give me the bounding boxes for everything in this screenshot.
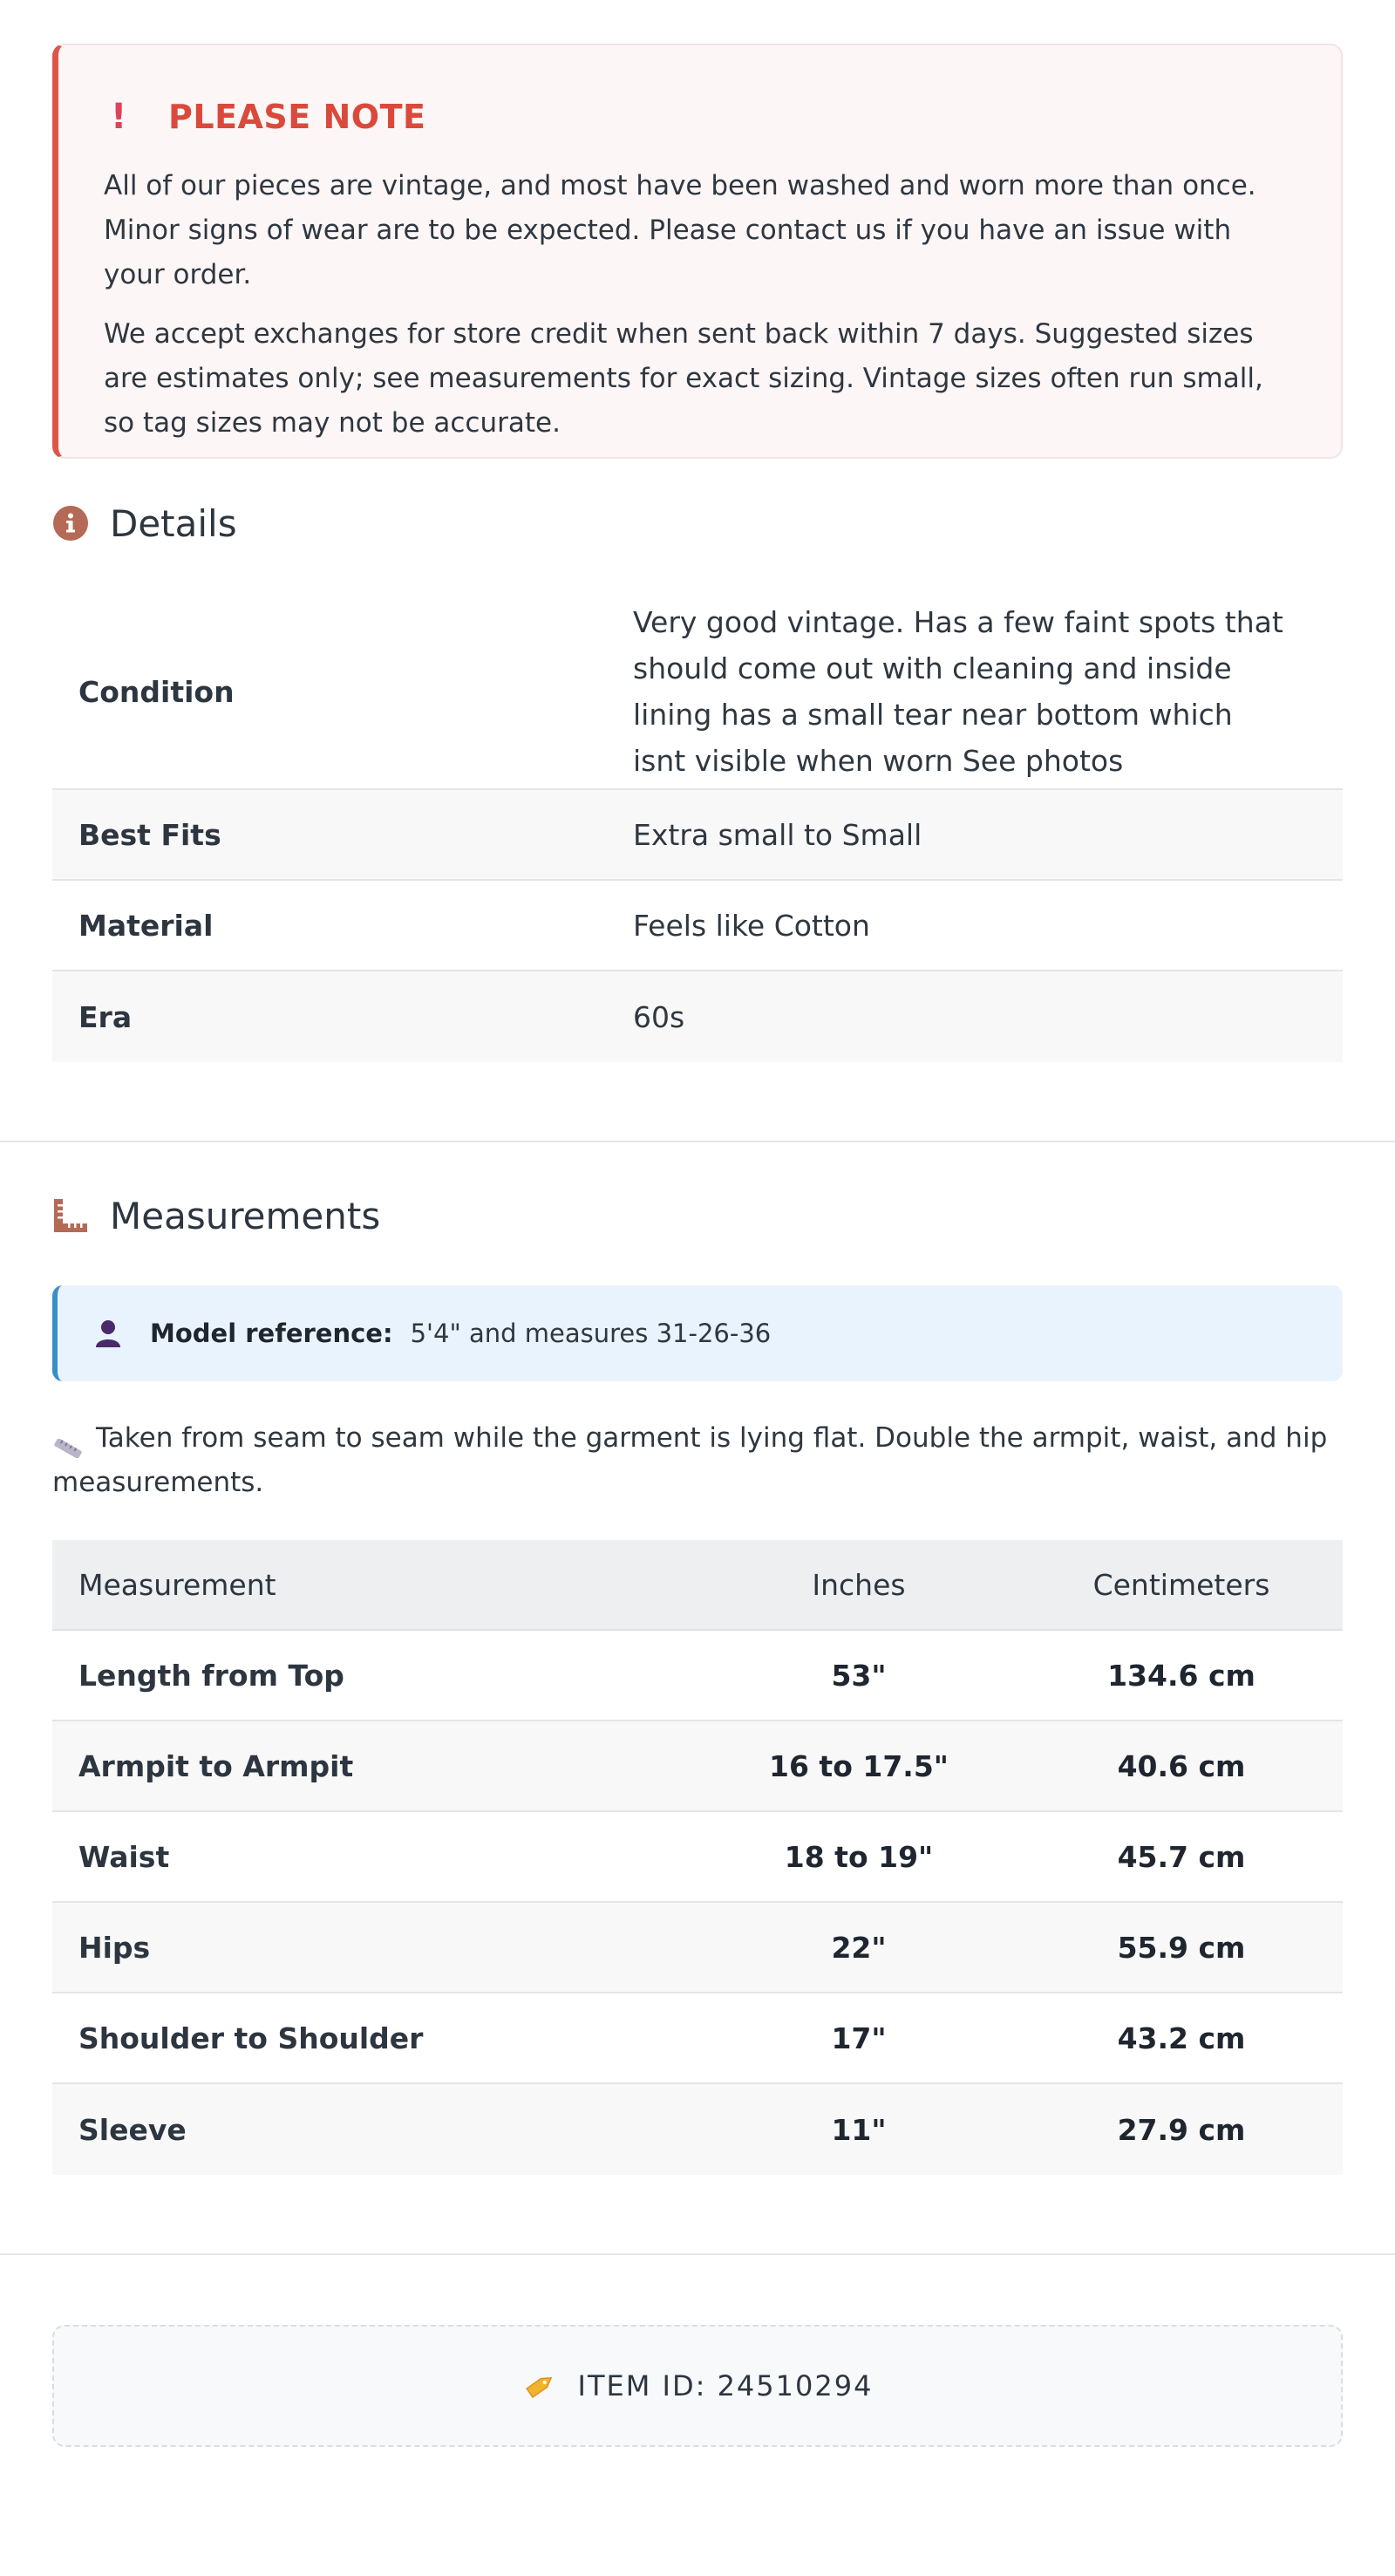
notice-box [52, 44, 1343, 459]
column-header-measurement: Measurement [78, 1567, 276, 1602]
notice-header [104, 94, 1297, 140]
info-icon [52, 505, 89, 542]
details-value: Very good vintage. Has a few faint spots that should come out with cleaning and inside lining has a small tear near bottom which isnt visible when worn See photos [633, 605, 1283, 778]
details-value: 60s [633, 999, 685, 1034]
model-reference-label: Model reference: [150, 1319, 393, 1348]
measurement-note-text: Taken from seam to seam while the garment is lying flat. Double the armpit, waist, and hip measurements. [52, 1422, 1328, 1498]
measurement-inches: 22" [831, 1930, 887, 1965]
column-header-centimeters: Centimeters [1092, 1567, 1270, 1602]
table-row [52, 1993, 1343, 2084]
measurement-cm: 55.9 cm [1117, 1930, 1246, 1965]
measurement-cm: 40.6 cm [1117, 1748, 1246, 1783]
notice-title: PLEASE NOTE [168, 98, 426, 136]
measurements-title: Measurements [110, 1194, 381, 1237]
table-header-row [52, 1540, 1343, 1631]
item-id: ITEM ID: 24510294 [577, 2369, 874, 2402]
details-key: Best Fits [78, 817, 221, 852]
measurement-cm: 134.6 cm [1107, 1658, 1256, 1693]
details-value: Feels like Cotton [633, 908, 870, 943]
measurement-inches: 16 to 17.5" [769, 1748, 949, 1783]
details-table [52, 595, 1343, 1062]
measurement-inches: 17" [831, 2021, 887, 2055]
measurement-name: Hips [78, 1930, 151, 1965]
model-reference-box [52, 1285, 1343, 1381]
notice-paragraph-1: All of our pieces are vintage, and most have been washed and worn more than once. Minor signs of wear are to be expected. Please contact us if you have an issue with your order. [104, 170, 1256, 290]
details-key: Condition [78, 674, 235, 709]
notice-paragraph-2: We accept exchanges for store credit when sent back within 7 days. Suggested sizes are estimates only; see measurements for exact sizing. Vintage sizes often run small, so tag sizes may not be accurate. [104, 318, 1263, 439]
exclamation-icon: ! [111, 97, 127, 137]
details-key: Era [78, 999, 133, 1034]
measurement-name: Armpit to Armpit [78, 1748, 354, 1783]
tag-icon [522, 2368, 557, 2403]
measurement-cm: 27.9 cm [1117, 2112, 1246, 2147]
details-header [52, 497, 1343, 549]
details-key: Material [78, 908, 214, 943]
measurement-name: Length from Top [78, 1658, 344, 1693]
section-divider [0, 2253, 1395, 2255]
details-row-best-fits [52, 790, 1343, 881]
item-id-box [52, 2325, 1343, 2447]
details-value: Extra small to Small [633, 817, 922, 852]
measurement-cm: 43.2 cm [1117, 2021, 1246, 2055]
person-icon [92, 1318, 124, 1349]
measurement-inches: 11" [831, 2112, 887, 2147]
measurement-inches: 18 to 19" [784, 1839, 934, 1874]
table-row [52, 2084, 1343, 2175]
details-row-condition [52, 595, 1343, 790]
details-row-material [52, 881, 1343, 971]
table-row [52, 1812, 1343, 1903]
measurement-name: Sleeve [78, 2112, 187, 2147]
measurement-name: Shoulder to Shoulder [78, 2021, 424, 2055]
table-row [52, 1631, 1343, 1721]
measurements-header [52, 1189, 1343, 1242]
ruler-icon [52, 1428, 84, 1447]
details-title: Details [110, 501, 237, 545]
ruler-icon [52, 1197, 89, 1234]
measurement-name: Waist [78, 1839, 170, 1874]
section-divider [0, 1141, 1395, 1142]
details-row-era [52, 971, 1343, 1062]
model-reference-value: 5'4" and measures 31-26-36 [410, 1319, 772, 1348]
measurements-table [52, 1540, 1343, 2175]
measurement-note [52, 1416, 1343, 1505]
measurement-cm: 45.7 cm [1117, 1839, 1246, 1874]
table-row [52, 1903, 1343, 1993]
table-row [52, 1721, 1343, 1812]
column-header-inches: Inches [812, 1567, 906, 1602]
measurement-inches: 53" [831, 1658, 887, 1693]
